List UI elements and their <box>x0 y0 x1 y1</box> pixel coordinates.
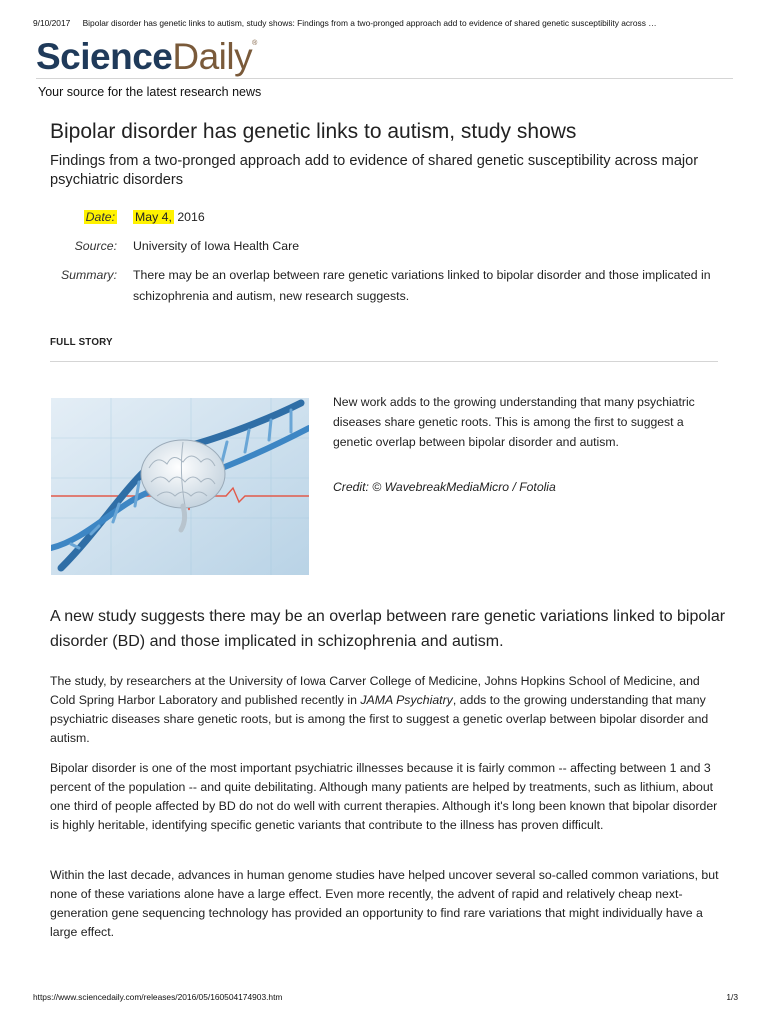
print-date: 9/10/2017 <box>33 18 71 28</box>
article-lead: A new study suggests there may be an overlap between rare genetic variations linked to bipolar disorder (BD) and those implicated in schizophrenia and autism. <box>50 608 726 650</box>
logo-daily: Daily <box>172 36 253 77</box>
logo-science: Science <box>36 36 173 77</box>
dna-brain-illustration <box>51 398 309 575</box>
journal-name: JAMA Psychiatry <box>360 693 453 707</box>
meta-source-label: Source: <box>74 239 117 253</box>
article-meta <box>50 207 730 316</box>
print-title: Bipolar disorder has genetic links to autism, study shows: Findings from a two-pronged approach add to evidence of shared genetic susceptibility across … <box>82 18 657 28</box>
meta-source-value: University of Iowa Health Care <box>133 239 300 253</box>
print-header <box>33 18 738 28</box>
meta-date-label: Date: <box>85 210 115 224</box>
sciencedaily-logo[interactable] <box>36 36 257 82</box>
dna-brain-image <box>51 398 309 575</box>
article-paragraph-2: Bipolar disorder is one of the most important psychiatric illnesses because it is fairly common -- affecting between 1 and 3 percent of the population -- and quite debilitating. Although many patients are helped by treatments, such as lithium, about one third of people affected by BD do not do well with current therapies. Although it's long been known that bipolar disorder is highly heritable, identifying specific genetic variants that contribute to the illness has proven difficult. <box>50 761 718 832</box>
date-highlight: May 4, <box>135 210 172 224</box>
site-tagline: Your source for the latest research news <box>38 85 262 99</box>
figure-credit: Credit: © WavebreakMediaMicro / Fotolia <box>333 480 556 494</box>
meta-date-value: May 4, 2016 <box>135 210 205 224</box>
print-footer <box>33 992 738 1002</box>
meta-summary-value: There may be an overlap between rare genetic variations linked to bipolar disorder and those implicated in schizophrenia and autism, new research suggests. <box>133 268 711 303</box>
meta-date-row <box>50 207 730 227</box>
meta-source-row <box>50 236 730 256</box>
meta-summary-label: Summary: <box>60 268 117 282</box>
article-paragraph-1: The study, by researchers at the University of Iowa Carver College of Medicine, Johns Hopkins School of Medicine, and Cold Spring Harbor Laboratory and published recently in JAMA Psychiatry, adds to the growing understanding that many psychiatric diseases share genetic roots, but is among the first to suggest a genetic overlap between bipolar disorder and autism. <box>50 674 709 745</box>
print-url[interactable]: https://www.sciencedaily.com/releases/2016/05/160504174903.htm <box>33 992 283 1002</box>
logo-divider <box>36 78 733 79</box>
article-subhead: Findings from a two-pronged approach add to evidence of shared genetic susceptibility across major psychiatric disorders <box>50 153 699 188</box>
print-page-number: 1/3 <box>726 992 738 1002</box>
logo-registered-mark: ® <box>252 40 258 47</box>
figure-caption: New work adds to the growing understanding that many psychiatric diseases share genetic roots. This is among the first to suggest a genetic overlap between bipolar disorder and autism. <box>333 395 695 449</box>
meta-summary-row <box>50 265 730 307</box>
article-paragraph-3: Within the last decade, advances in human genome studies have helped uncover several so-called common variations, but none of these variations alone have a large effect. Even more recently, the advent of rapid and relatively cheap next-generation gene sequencing technology has provided an opportunity to find rare variations that might individually have a large effect. <box>50 868 719 939</box>
article-headline: Bipolar disorder has genetic links to autism, study shows <box>50 120 577 143</box>
full-story-label: FULL STORY <box>50 337 113 348</box>
story-divider <box>50 361 718 362</box>
